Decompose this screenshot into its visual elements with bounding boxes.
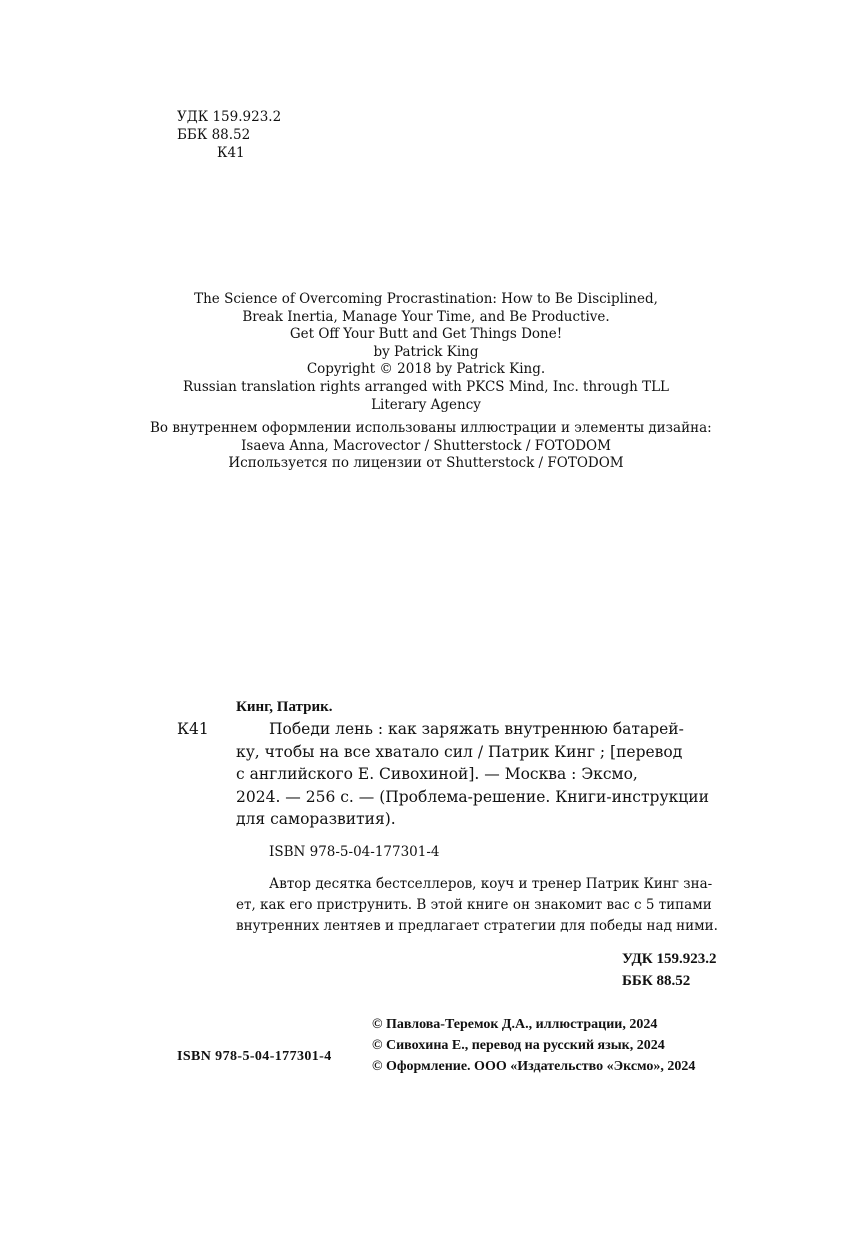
bib-mark: К41 (177, 720, 209, 738)
author-mark: К41 (217, 145, 245, 161)
bib-udk: УДК 159.923.2 (622, 951, 717, 967)
copyright-line: Copyright © 2018 by Patrick King. (306, 361, 546, 378)
description-line: ку, чтобы на все хватало сил / Патрик Кинг ; [перевод (236, 742, 683, 761)
credit-line: Isaeva Anna, Macrovector / Shutterstock / FOTODOM (241, 437, 611, 454)
copyright-line: © Сивохина Е., перевод на русский язык, 2024 (372, 1038, 665, 1053)
bib-bbk: ББК 88.52 (622, 973, 691, 989)
copyright-isbn: ISBN 978-5-04-177301-4 (177, 1049, 332, 1064)
copyright-line: © Павлова-Теремок Д.А., иллюстрации, 2024 (372, 1017, 658, 1032)
description-line: для саморазвития). (236, 810, 396, 829)
rights-line: Russian translation rights arranged with PKCS Mind, Inc. through TLL (183, 378, 669, 395)
bib-description (236, 718, 728, 831)
original-title-line: Get Off Your Butt and Get Things Done! (289, 326, 563, 343)
original-author: by Patrick King (373, 343, 479, 360)
original-title-line: The Science of Overcoming Procrastination: How to Be Disciplined, (194, 291, 658, 307)
credit-line: Во внутреннем оформлении использованы иллюстрации и элементы дизайна: (150, 420, 712, 436)
author-heading: Кинг, Патрик. (236, 699, 333, 715)
udk-code: УДК 159.923.2 (177, 109, 282, 125)
rights-line: Literary Agency (371, 396, 481, 413)
description-line: 2024. — 256 с. — (Проблема-решение. Книги-инструкции (236, 787, 709, 806)
description-line: Победи лень : как заряжать внутреннюю батарей- (269, 720, 684, 738)
illustrations-credit (150, 420, 712, 473)
annotation (236, 874, 728, 937)
annotation-line: Автор десятка бестселлеров, коуч и тренер Патрик Кинг зна- (269, 876, 713, 892)
annotation-line: внутренних лентяев и предлагает стратегии для победы над ними. (236, 918, 718, 934)
credit-line: Используется по лицензии от Shutterstock / FOTODOM (228, 455, 624, 472)
bib-isbn: ISBN 978-5-04-177301-4 (269, 844, 440, 860)
original-edition-block (150, 291, 702, 414)
annotation-line: ет, как его приструнить. В этой книге он знакомит вас с 5 типами (236, 897, 712, 913)
copyright-lines (372, 1014, 695, 1077)
original-title-line: Break Inertia, Manage Your Time, and Be Productive. (242, 308, 610, 325)
copyright-line: © Оформление. ООО «Издательство «Эксмо», 2024 (372, 1059, 696, 1074)
description-line: с английского Е. Сивохиной]. — Москва : Эксмо, (236, 765, 638, 784)
bbk-code: ББК 88.52 (177, 127, 251, 143)
bib-codes (622, 948, 716, 992)
top-codes (177, 108, 281, 162)
